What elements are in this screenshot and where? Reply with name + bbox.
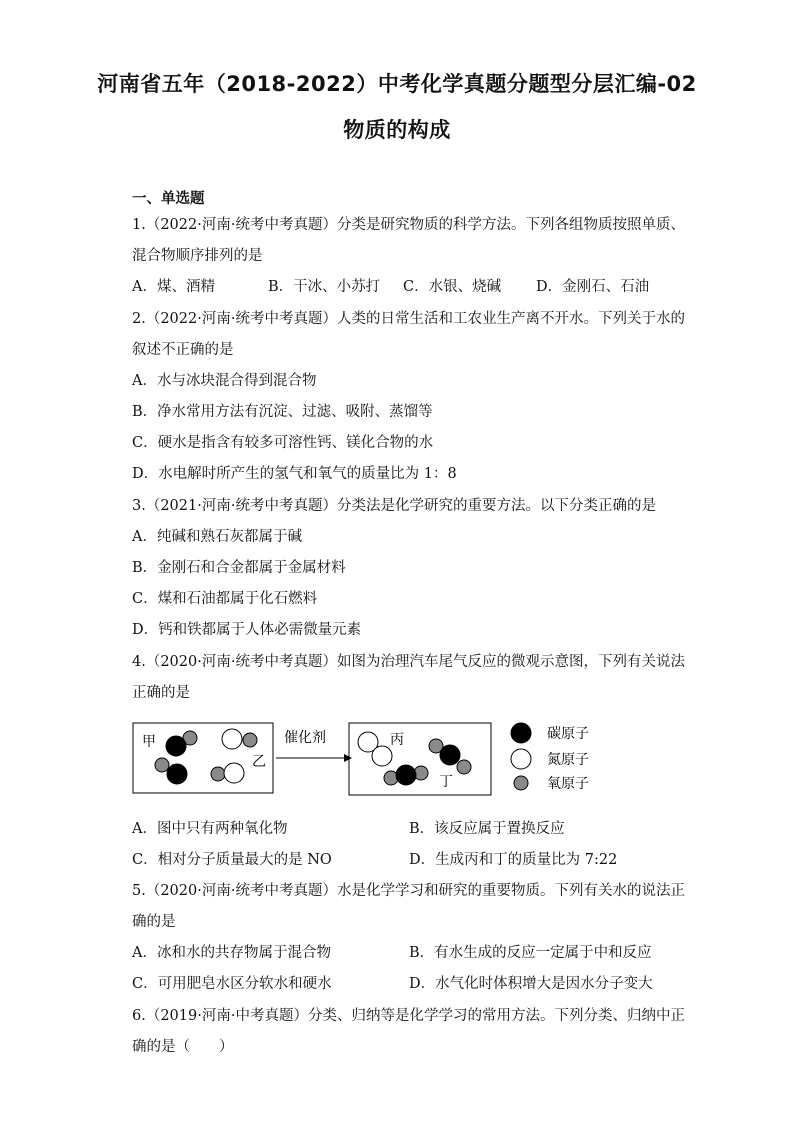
question-4-stem-cont: 正确的是 (132, 685, 190, 701)
molecule-co-2 (155, 758, 187, 784)
reaction-diagram (132, 718, 652, 800)
question-4-option-d: D．生成丙和丁的质量比为 7:22 (409, 852, 618, 868)
question-2-option-d: D．水电解时所产生的氢气和氧气的质量比为 1：8 (132, 466, 457, 482)
question-3-option-c: C．煤和石油都属于化石燃料 (132, 591, 318, 607)
question-1-option-d: D．金刚石、石油 (536, 279, 650, 295)
question-3-option-b: B．金刚石和合金都属于金属材料 (132, 560, 346, 576)
arrow-head-icon (344, 754, 352, 762)
legend-oxygen: 氧原子 (547, 776, 589, 792)
catalyst-label: 催化剂 (284, 730, 326, 746)
question-4-stem: 4.（2020·河南·统考中考真题）如图为治理汽车尾气反应的微观示意图，下列有关说法 (132, 654, 685, 670)
question-5-option-c: C．可用肥皂水区分软水和硬水 (132, 976, 332, 992)
question-1-option-c: C．水银、烧碱 (403, 279, 502, 295)
question-2-option-c: C．硬水是指含有较多可溶性钙、镁化合物的水 (132, 435, 434, 451)
molecule-n2 (358, 732, 392, 766)
question-5-option-a: A．冰和水的共存物属于混合物 (132, 945, 331, 961)
molecule-co-1 (166, 731, 197, 756)
question-5-option-d: D．水气化时体积增大是因水分子变大 (409, 976, 653, 992)
label-ding: 丁 (439, 774, 453, 790)
question-5-stem-cont: 确的是 (132, 914, 176, 930)
question-5-option-b: B．有水生成的反应一定属于中和反应 (409, 945, 652, 961)
question-1-option-b: B．干冰、小苏打 (268, 279, 381, 295)
oxygen-atom-icon (514, 776, 528, 790)
nitrogen-atom-icon (511, 749, 531, 769)
question-3-stem: 3.（2021·河南·统考中考真题）分类法是化学研究的重要方法。以下分类正确的是 (132, 498, 656, 514)
page-title: 河南省五年（2018-2022）中考化学真题分题型分层汇编-02 (97, 72, 697, 96)
question-2-option-b: B．净水常用方法有沉淀、过滤、吸附、蒸馏等 (132, 404, 433, 420)
question-3-option-a: A．纯碱和熟石灰都属于碱 (132, 529, 302, 545)
molecule-co2-1 (429, 739, 471, 774)
question-1-option-a: A．煤、酒精 (132, 279, 215, 295)
question-6-stem: 6.（2019·河南·中考真题）分类、归纳等是化学学习的常用方法。下列分类、归纳中正 (132, 1008, 685, 1024)
question-3-option-d: D．钙和铁都属于人体必需微量元素 (132, 622, 362, 638)
molecule-no-1 (222, 729, 257, 749)
label-yi: 乙 (252, 754, 266, 770)
molecule-co2-2 (384, 765, 428, 785)
page-subtitle: 物质的构成 (343, 118, 451, 142)
question-5-stem: 5.（2020·河南·统考中考真题）水是化学学习和研究的重要物质。下列有关水的说法正 (132, 883, 685, 899)
question-2-stem-cont: 叙述不正确的是 (132, 342, 234, 358)
question-1-stem: 1.（2022·河南·统考中考真题）分类是研究物质的科学方法。下列各组物质按照单质、 (132, 217, 685, 233)
question-4-option-c: C．相对分子质量最大的是 NO (132, 852, 332, 868)
question-2-stem: 2.（2022·河南·统考中考真题）人类的日常生活和工农业生产离不开水。下列关于水的 (132, 311, 685, 327)
question-6-stem-cont: 确的是（ ） (132, 1039, 234, 1055)
legend (511, 723, 589, 792)
legend-nitrogen: 氮原子 (547, 752, 589, 768)
section-heading: 一、单选题 (132, 191, 205, 207)
legend-carbon: 碳原子 (547, 726, 589, 742)
question-1-stem-cont: 混合物顺序排列的是 (132, 248, 263, 264)
question-4-option-a: A．图中只有两种氧化物 (132, 821, 288, 837)
question-2-option-a: A．水与冰块混合得到混合物 (132, 373, 317, 389)
label-bing: 丙 (390, 732, 404, 748)
molecule-no-2 (211, 763, 244, 783)
question-4-option-b: B．该反应属于置换反应 (409, 821, 565, 837)
label-jia: 甲 (142, 734, 156, 750)
carbon-atom-icon (511, 723, 531, 743)
